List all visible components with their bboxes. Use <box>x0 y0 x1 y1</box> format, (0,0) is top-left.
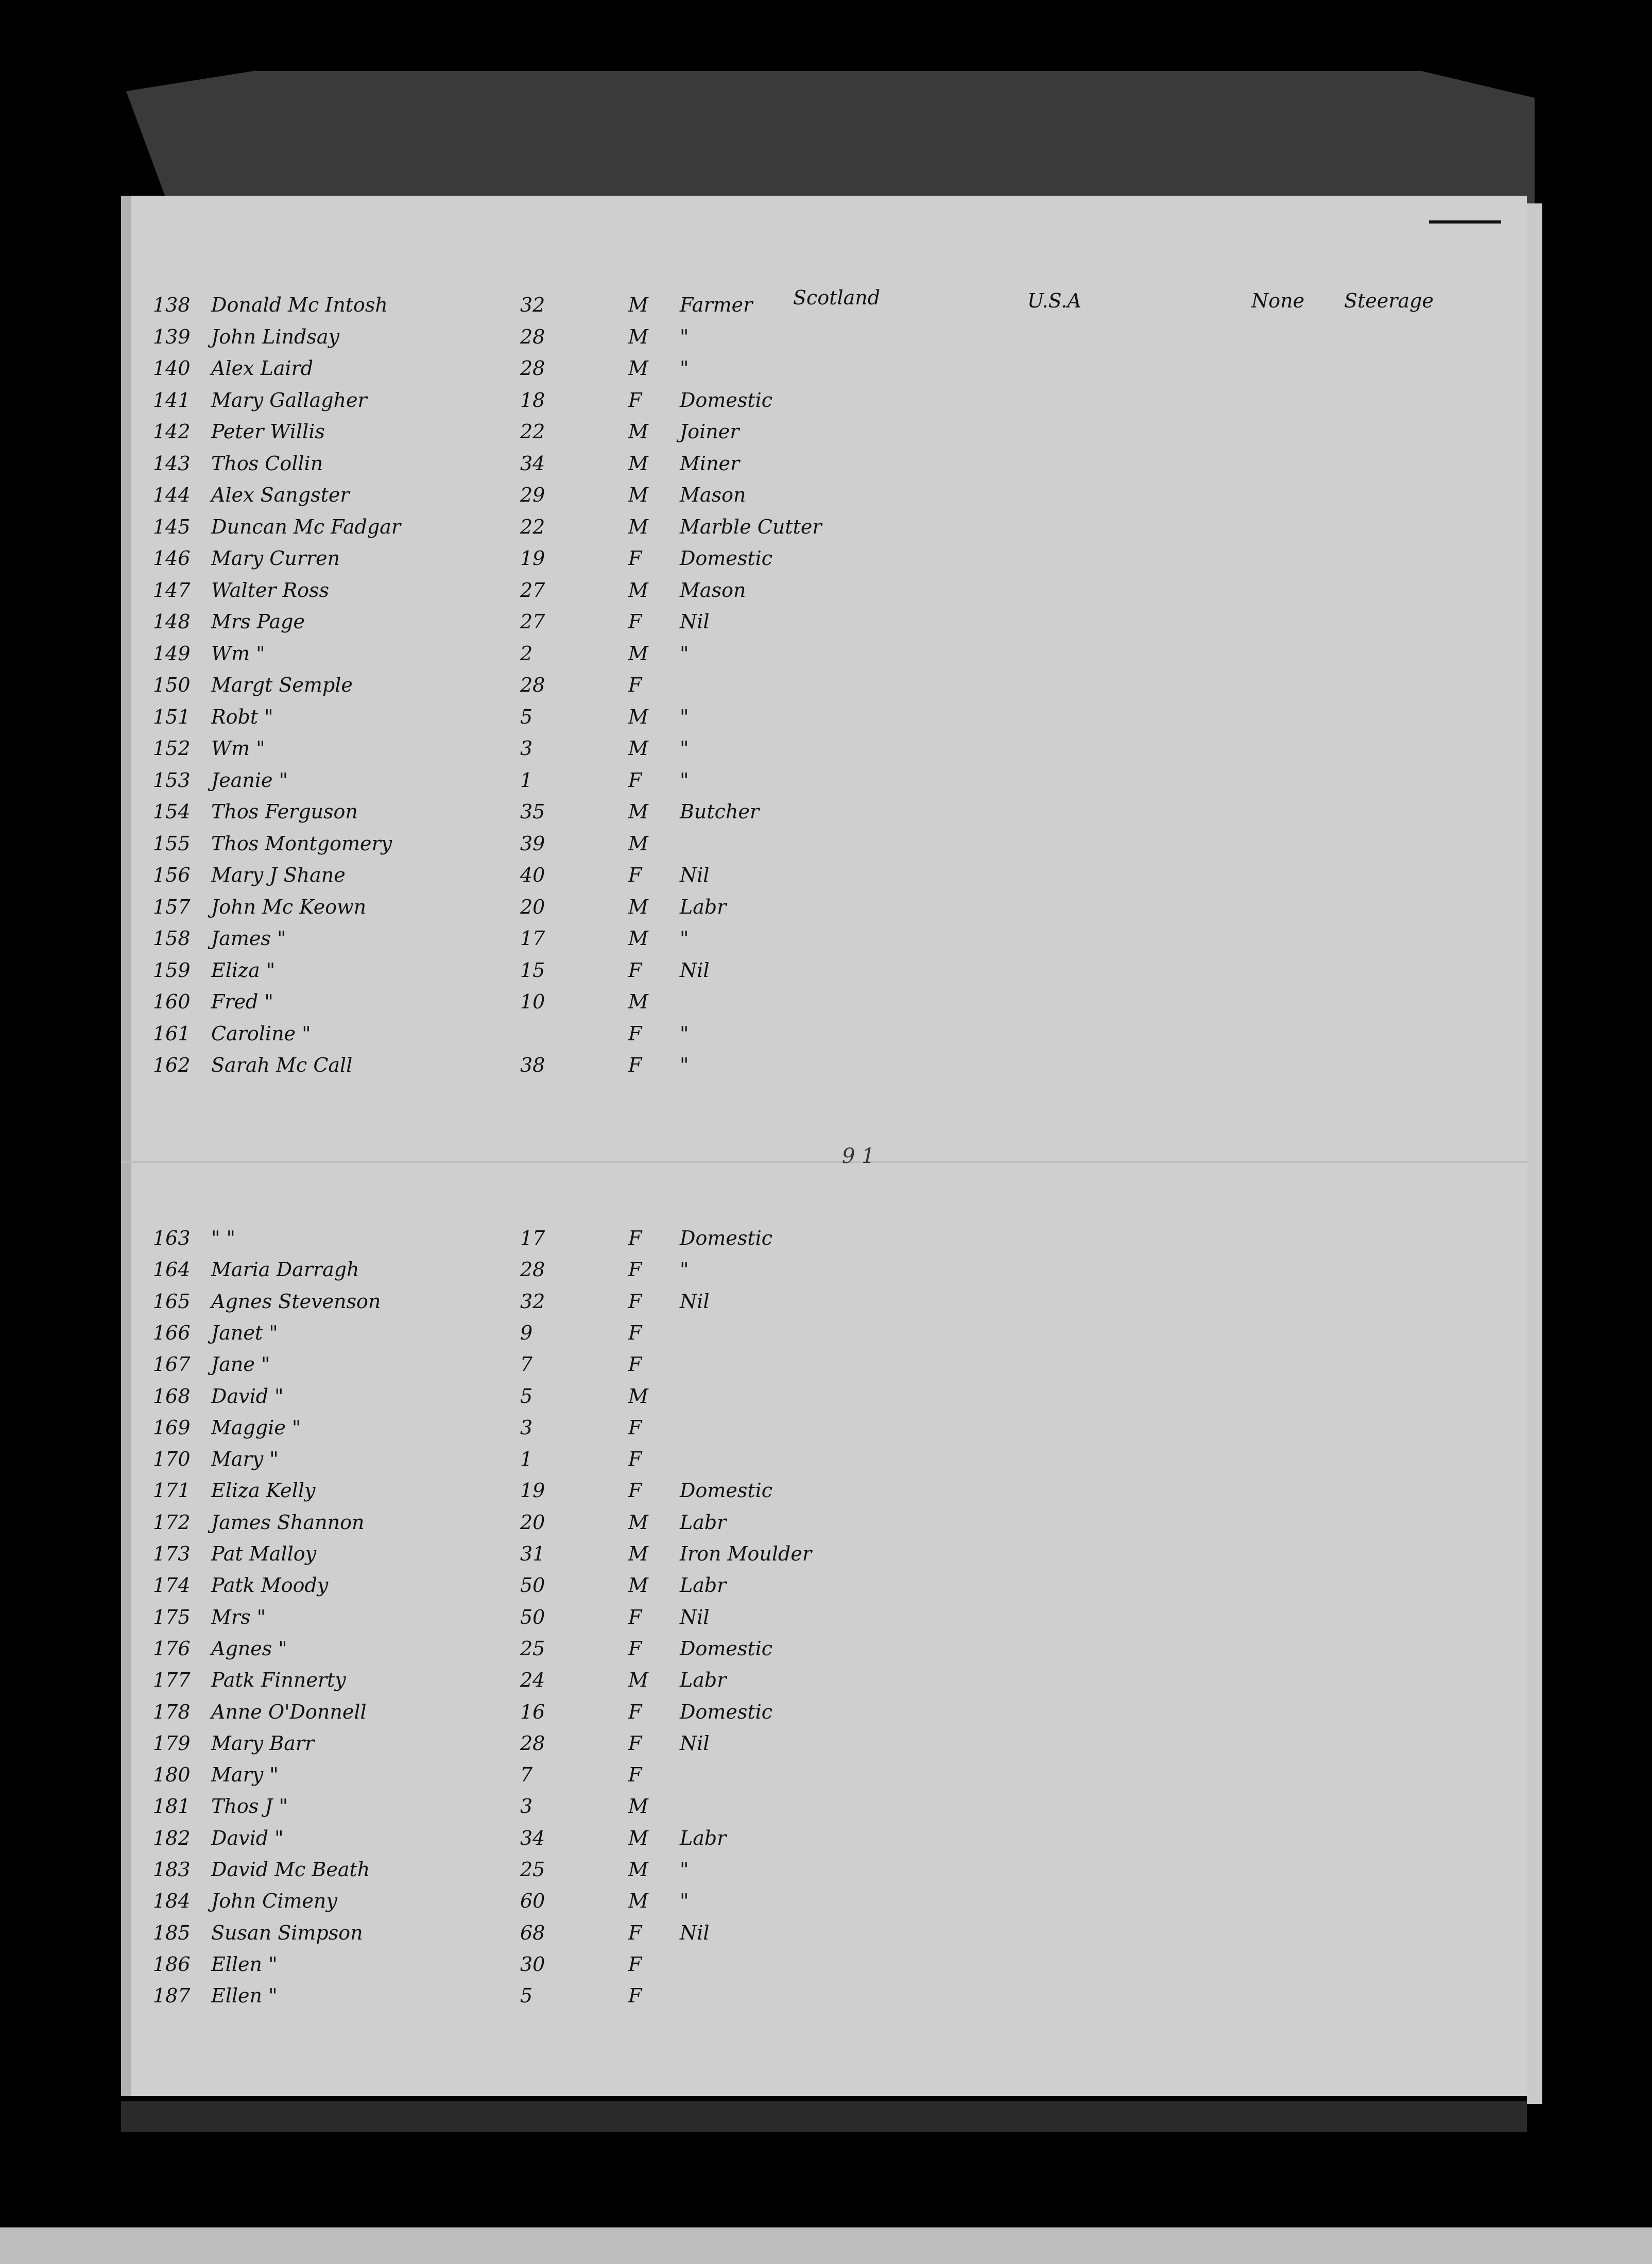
passenger-sex: F <box>628 1731 642 1755</box>
passenger-number: 148 <box>153 610 191 633</box>
passenger-occupation: " <box>680 927 689 950</box>
passenger-number: 154 <box>153 800 191 823</box>
passenger-row <box>121 1983 1527 2015</box>
passenger-name: David Mc Beath <box>211 1858 370 1881</box>
passenger-name: Anne O'Donnell <box>211 1700 367 1723</box>
passenger-row <box>121 1700 1527 1731</box>
passenger-name: John Cimeny <box>211 1890 337 1913</box>
passenger-occupation: Nil <box>680 958 710 982</box>
passenger-sex: F <box>628 958 642 982</box>
passenger-age: 3 <box>520 1795 533 1818</box>
passenger-age: 28 <box>520 325 545 348</box>
passenger-occupation: " <box>680 1890 689 1913</box>
passenger-name: Susan Simpson <box>211 1921 363 1944</box>
passenger-name: Janet " <box>211 1321 278 1344</box>
passenger-row <box>121 324 1527 356</box>
passenger-name: Walter Ross <box>211 578 330 602</box>
passenger-sex: M <box>628 420 648 443</box>
passenger-occupation: Labr <box>680 1826 727 1849</box>
passenger-number: 179 <box>153 1731 191 1755</box>
passenger-name: Agnes Stevenson <box>211 1290 381 1313</box>
passenger-sex: F <box>628 1416 642 1439</box>
passenger-row <box>121 1226 1527 1258</box>
passenger-row <box>121 736 1527 768</box>
passenger-age: 5 <box>520 705 533 728</box>
passenger-occupation: Nil <box>680 864 710 886</box>
passenger-number: 184 <box>153 1890 191 1913</box>
passenger-number: 168 <box>153 1384 191 1408</box>
passenger-age: 5 <box>520 1984 533 2008</box>
passenger-occupation: Domestic <box>680 1227 773 1249</box>
passenger-row <box>121 1352 1527 1384</box>
passenger-row <box>121 895 1527 927</box>
passenger-sex: M <box>628 1795 648 1818</box>
passenger-occupation: Marble Cutter <box>680 515 822 538</box>
passenger-age: 18 <box>520 388 545 411</box>
passenger-name: David " <box>211 1826 284 1849</box>
passenger-sex: F <box>628 1353 642 1376</box>
passenger-number: 175 <box>153 1605 191 1628</box>
passenger-occupation: " <box>680 737 689 760</box>
passenger-sex: F <box>628 1054 642 1076</box>
middle-mark: 9 1 <box>842 1144 875 1168</box>
passenger-row <box>121 419 1527 451</box>
passenger-name: James " <box>211 927 286 950</box>
passenger-name: John Mc Keown <box>211 895 367 918</box>
passenger-name: David " <box>211 1384 284 1408</box>
passenger-row <box>121 673 1527 705</box>
passenger-sex: F <box>628 1984 642 2008</box>
passenger-number: 178 <box>153 1700 191 1723</box>
passenger-name: Mary Curren <box>211 547 340 570</box>
passenger-sex: M <box>628 357 648 380</box>
passenger-row <box>121 1415 1527 1447</box>
bottom-band <box>0 2227 1652 2264</box>
passenger-age: 22 <box>520 420 545 443</box>
passenger-occupation: Farmer <box>680 294 753 316</box>
passenger-number: 182 <box>153 1826 191 1849</box>
passenger-sex: F <box>628 1448 642 1471</box>
passenger-occupation: Butcher <box>680 800 760 823</box>
passenger-row <box>121 483 1527 514</box>
passenger-age: 7 <box>520 1353 533 1376</box>
folder-tab <box>126 71 1535 205</box>
passenger-number: 158 <box>153 927 191 950</box>
passenger-name: Peter Willis <box>211 420 325 443</box>
passenger-number: 180 <box>153 1763 191 1787</box>
passenger-sex: M <box>628 1511 648 1534</box>
passenger-name: Agnes " <box>211 1637 287 1660</box>
passenger-row <box>121 1478 1527 1510</box>
passenger-row <box>121 1510 1527 1542</box>
passenger-age: 5 <box>520 1384 533 1408</box>
passenger-sex: M <box>628 642 648 665</box>
passenger-age: 1 <box>520 1448 533 1471</box>
passenger-row <box>121 1541 1527 1573</box>
passenger-age: 17 <box>520 927 545 950</box>
passenger-number: 147 <box>153 578 191 602</box>
passenger-age: 35 <box>520 800 545 823</box>
sheet-footer-shadow <box>121 2101 1527 2132</box>
passenger-age: 60 <box>520 1890 545 1913</box>
passenger-row <box>121 1731 1527 1763</box>
passenger-row <box>121 926 1527 958</box>
passenger-name: Wm " <box>211 737 265 760</box>
passenger-row <box>121 578 1527 610</box>
passenger-number: 177 <box>153 1669 191 1692</box>
passenger-occupation: Labr <box>680 1669 727 1692</box>
passenger-occupation: " <box>680 1858 689 1881</box>
passenger-row <box>121 1384 1527 1416</box>
passenger-number: 146 <box>153 547 191 570</box>
passenger-occupation: " <box>680 1022 689 1045</box>
passenger-name: Mrs Page <box>211 610 305 633</box>
passenger-number: 150 <box>153 674 191 696</box>
passenger-age: 38 <box>520 1054 545 1076</box>
passenger-name: Jeanie " <box>211 768 288 792</box>
passenger-occupation: Miner <box>680 452 740 475</box>
passenger-number: 144 <box>153 484 191 506</box>
passenger-sex: F <box>628 388 642 411</box>
passenger-age: 16 <box>520 1700 545 1723</box>
passenger-number: 143 <box>153 452 191 475</box>
passenger-row <box>121 1447 1527 1479</box>
passenger-sex: F <box>628 1290 642 1313</box>
passenger-age: 30 <box>520 1952 545 1976</box>
passenger-number: 183 <box>153 1858 191 1881</box>
passenger-sex: M <box>628 578 648 602</box>
passenger-sex: F <box>628 1258 642 1281</box>
passenger-name: Mary " <box>211 1448 279 1471</box>
passenger-age: 19 <box>520 547 545 570</box>
passenger-row <box>121 831 1527 863</box>
passenger-number: 139 <box>153 325 191 348</box>
passenger-occupation: " <box>680 642 689 665</box>
passenger-sex: M <box>628 325 648 348</box>
passenger-age: 27 <box>520 578 545 602</box>
passenger-occupation: Domestic <box>680 547 773 570</box>
passenger-row <box>121 705 1527 736</box>
passenger-sex: F <box>628 1479 642 1502</box>
passenger-number: 186 <box>153 1952 191 1976</box>
passenger-row <box>121 641 1527 673</box>
passenger-number: 152 <box>153 737 191 760</box>
passenger-age: 40 <box>520 864 545 886</box>
passenger-row <box>121 958 1527 990</box>
passenger-sex: M <box>628 927 648 950</box>
passenger-number: 181 <box>153 1795 191 1818</box>
passenger-sex: F <box>628 674 642 696</box>
passenger-number: 156 <box>153 864 191 886</box>
passenger-row <box>121 293 1527 324</box>
passenger-number: 166 <box>153 1321 191 1344</box>
passenger-number: 159 <box>153 958 191 982</box>
passenger-occupation: Domestic <box>680 388 773 411</box>
passenger-occupation: Nil <box>680 1921 710 1944</box>
passenger-age: 20 <box>520 1511 545 1534</box>
passenger-number: 145 <box>153 515 191 538</box>
passenger-number: 160 <box>153 990 191 1013</box>
passenger-row <box>121 768 1527 800</box>
passenger-row <box>121 1952 1527 1984</box>
passenger-row <box>121 356 1527 388</box>
passenger-row <box>121 1320 1527 1352</box>
passenger-row <box>121 514 1527 546</box>
passenger-number: 185 <box>153 1921 191 1944</box>
passenger-age: 17 <box>520 1227 545 1249</box>
passenger-name: Thos Montgomery <box>211 832 392 855</box>
passenger-number: 142 <box>153 420 191 443</box>
passenger-sex: F <box>628 547 642 570</box>
passenger-name: Alex Laird <box>211 357 314 380</box>
passenger-row <box>121 1605 1527 1637</box>
passenger-row <box>121 1762 1527 1794</box>
notes-value: None <box>1251 289 1305 312</box>
passenger-occupation: Iron Moulder <box>680 1542 812 1565</box>
passenger-age: 10 <box>520 990 545 1013</box>
passenger-name: Robt " <box>211 705 273 728</box>
passenger-age: 3 <box>520 1416 533 1439</box>
passenger-name: Sarah Mc Call <box>211 1054 353 1076</box>
passenger-occupation: " <box>680 325 689 348</box>
passenger-name: Thos Collin <box>211 452 323 475</box>
passenger-number: 141 <box>153 388 191 411</box>
passenger-row <box>121 1636 1527 1668</box>
passenger-name: Ellen " <box>211 1984 278 2008</box>
passenger-name: Maggie " <box>211 1416 301 1439</box>
passenger-name: Mary J Shane <box>211 864 346 886</box>
passenger-number: 167 <box>153 1353 191 1376</box>
passenger-occupation: Labr <box>680 1511 727 1534</box>
passenger-sex: M <box>628 832 648 855</box>
passenger-sex: M <box>628 800 648 823</box>
passenger-age: 2 <box>520 642 533 665</box>
passenger-sex: F <box>628 610 642 633</box>
passenger-row <box>121 1053 1527 1085</box>
passenger-name: Eliza Kelly <box>211 1479 316 1502</box>
passenger-row <box>121 546 1527 578</box>
passenger-age: 15 <box>520 958 545 982</box>
passenger-age: 22 <box>520 515 545 538</box>
passenger-number: 171 <box>153 1479 191 1502</box>
passenger-row <box>121 1920 1527 1952</box>
passenger-name: " " <box>211 1227 236 1249</box>
passenger-occupation: Mason <box>680 578 746 602</box>
passenger-age: 19 <box>520 1479 545 1502</box>
passenger-occupation: " <box>680 1258 689 1281</box>
passenger-name: Maria Darragh <box>211 1258 359 1281</box>
passenger-name: Fred " <box>211 990 273 1013</box>
passenger-row <box>121 1826 1527 1858</box>
passenger-name: Patk Moody <box>211 1574 329 1597</box>
passenger-row <box>121 863 1527 895</box>
passenger-age: 27 <box>520 610 545 633</box>
passenger-sex: M <box>628 1384 648 1408</box>
passenger-age: 39 <box>520 832 545 855</box>
page-edge <box>1527 203 1542 2104</box>
passenger-row <box>121 799 1527 831</box>
passenger-number: 169 <box>153 1416 191 1439</box>
passenger-number: 187 <box>153 1984 191 2008</box>
passenger-occupation: " <box>680 705 689 728</box>
passenger-sex: F <box>628 1700 642 1723</box>
passenger-row <box>121 1257 1527 1289</box>
passenger-name: Margt Semple <box>211 674 353 696</box>
passenger-age: 25 <box>520 1637 545 1660</box>
passenger-number: 172 <box>153 1511 191 1534</box>
passenger-name: Mary Gallagher <box>211 388 367 411</box>
passenger-name: Eliza " <box>211 958 276 982</box>
passenger-sex: F <box>628 1321 642 1344</box>
passenger-row <box>121 388 1527 420</box>
passenger-name: Mary Barr <box>211 1731 315 1755</box>
passenger-name: Donald Mc Intosh <box>211 294 388 316</box>
passenger-sex: M <box>628 1542 648 1565</box>
passenger-number: 162 <box>153 1054 191 1076</box>
passenger-age: 28 <box>520 1258 545 1281</box>
passenger-age: 32 <box>520 1290 545 1313</box>
passenger-name: John Lindsay <box>211 325 339 348</box>
passenger-name: Pat Malloy <box>211 1542 317 1565</box>
passenger-age: 34 <box>520 1826 545 1849</box>
passenger-name: Patk Finnerty <box>211 1669 346 1692</box>
passenger-age: 9 <box>520 1321 533 1344</box>
passenger-age: 25 <box>520 1858 545 1881</box>
class-value: Steerage <box>1344 289 1434 312</box>
passenger-age: 50 <box>520 1605 545 1628</box>
passenger-sex: M <box>628 294 648 316</box>
fold-line <box>121 1161 1527 1163</box>
passenger-occupation: " <box>680 768 689 792</box>
passenger-occupation: Domestic <box>680 1479 773 1502</box>
passenger-sex: F <box>628 1227 642 1249</box>
passenger-number: 170 <box>153 1448 191 1471</box>
passenger-age: 29 <box>520 484 545 506</box>
passenger-occupation: " <box>680 1054 689 1076</box>
passenger-sex: F <box>628 1952 642 1976</box>
top-dash-mark <box>1429 220 1501 224</box>
passenger-name: Mary " <box>211 1763 279 1787</box>
passenger-sex: F <box>628 1022 642 1045</box>
passenger-number: 176 <box>153 1637 191 1660</box>
passenger-age: 31 <box>520 1542 545 1565</box>
passenger-number: 165 <box>153 1290 191 1313</box>
passenger-sex: M <box>628 737 648 760</box>
nationality-value: Scotland <box>793 286 881 309</box>
passenger-row <box>121 1794 1527 1826</box>
passenger-age: 34 <box>520 452 545 475</box>
passenger-age: 7 <box>520 1763 533 1787</box>
passenger-occupation: Labr <box>680 895 727 918</box>
passenger-name: Jane " <box>211 1353 270 1376</box>
passenger-row <box>121 609 1527 641</box>
passenger-sex: F <box>628 1605 642 1628</box>
passenger-age: 24 <box>520 1669 545 1692</box>
passenger-occupation: Nil <box>680 610 710 633</box>
passenger-row <box>121 1857 1527 1889</box>
passenger-age: 1 <box>520 768 533 792</box>
passenger-row <box>121 451 1527 483</box>
passenger-number: 151 <box>153 705 191 728</box>
passenger-age: 3 <box>520 737 533 760</box>
passenger-sex: M <box>628 1826 648 1849</box>
passenger-number: 153 <box>153 768 191 792</box>
passenger-sex: F <box>628 1921 642 1944</box>
passenger-sex: F <box>628 1637 642 1660</box>
passenger-name: Wm " <box>211 642 265 665</box>
passenger-occupation: Mason <box>680 484 746 506</box>
passenger-occupation: Nil <box>680 1605 710 1628</box>
passenger-number: 157 <box>153 895 191 918</box>
passenger-name: Thos Ferguson <box>211 800 358 823</box>
passenger-name: Thos J " <box>211 1795 288 1818</box>
passenger-sex: M <box>628 484 648 506</box>
destination-value: U.S.A <box>1027 289 1081 312</box>
passenger-number: 173 <box>153 1542 191 1565</box>
passenger-row <box>121 1289 1527 1321</box>
passenger-sex: M <box>628 1574 648 1597</box>
passenger-age: 50 <box>520 1574 545 1597</box>
passenger-occupation: Nil <box>680 1290 710 1313</box>
passenger-number: 163 <box>153 1227 191 1249</box>
passenger-number: 164 <box>153 1258 191 1281</box>
passenger-occupation: " <box>680 357 689 380</box>
passenger-occupation: Joiner <box>680 420 739 443</box>
passenger-number: 155 <box>153 832 191 855</box>
passenger-sex: M <box>628 895 648 918</box>
passenger-row <box>121 1021 1527 1053</box>
passenger-row <box>121 1668 1527 1700</box>
passenger-sex: M <box>628 990 648 1013</box>
passenger-age: 20 <box>520 895 545 918</box>
passenger-number: 140 <box>153 357 191 380</box>
passenger-occupation: Labr <box>680 1574 727 1597</box>
passenger-sex: M <box>628 515 648 538</box>
passenger-age: 32 <box>520 294 545 316</box>
passenger-name: Caroline " <box>211 1022 311 1045</box>
passenger-sex: F <box>628 1763 642 1787</box>
passenger-number: 138 <box>153 294 191 316</box>
passenger-number: 161 <box>153 1022 191 1045</box>
passenger-number: 174 <box>153 1574 191 1597</box>
passenger-age: 28 <box>520 357 545 380</box>
passenger-row <box>121 1889 1527 1920</box>
passenger-occupation: Domestic <box>680 1637 773 1660</box>
passenger-sex: M <box>628 1669 648 1692</box>
passenger-sex: M <box>628 1858 648 1881</box>
passenger-sex: F <box>628 768 642 792</box>
passenger-name: James Shannon <box>211 1511 365 1534</box>
passenger-occupation: Domestic <box>680 1700 773 1723</box>
passenger-age: 68 <box>520 1921 545 1944</box>
passenger-name: Ellen " <box>211 1952 278 1976</box>
passenger-occupation: Nil <box>680 1731 710 1755</box>
passenger-number: 149 <box>153 642 191 665</box>
manifest-sheet <box>121 196 1527 2096</box>
passenger-name: Alex Sangster <box>211 484 350 506</box>
passenger-sex: F <box>628 864 642 886</box>
passenger-sex: M <box>628 705 648 728</box>
passenger-sex: M <box>628 1890 648 1913</box>
passenger-name: Mrs " <box>211 1605 266 1628</box>
passenger-age: 28 <box>520 674 545 696</box>
passenger-row <box>121 989 1527 1021</box>
passenger-age: 28 <box>520 1731 545 1755</box>
passenger-sex: M <box>628 452 648 475</box>
passenger-name: Duncan Mc Fadgar <box>211 515 401 538</box>
passenger-row <box>121 1573 1527 1605</box>
